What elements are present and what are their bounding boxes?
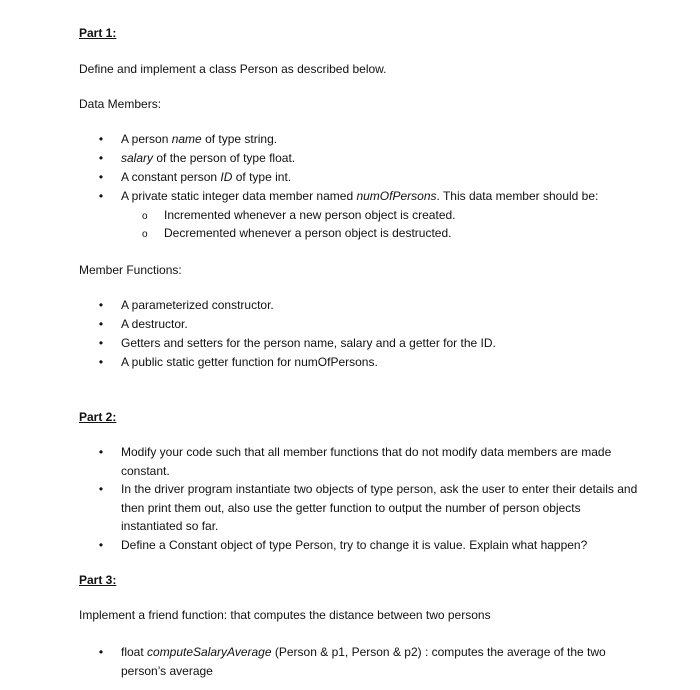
part1-heading: Part 1: xyxy=(79,26,117,40)
part2-item: In the driver program instantiate two objects of type person, ask the user to enter their details and then print them out, also use the getter function to output the number of person objects instantiated so far. xyxy=(121,482,638,533)
data-member-item: A constant person ID of type int. xyxy=(121,170,292,184)
part3-heading: Part 3: xyxy=(79,573,117,587)
bullet-icon: • xyxy=(98,336,104,350)
part2-item: Define a Constant object of type Person, try to change it is value. Explain what happen? xyxy=(121,538,588,552)
data-member-item: salary of the person of type float. xyxy=(121,151,296,165)
member-function-item: A destructor. xyxy=(121,317,188,331)
bullet-icon: • xyxy=(98,482,104,496)
part1-intro: Define and implement a class Person as described below. xyxy=(79,62,387,76)
sub-item: Decremented whenever a person object is destructed. xyxy=(164,226,452,240)
member-function-item: A parameterized constructor. xyxy=(121,298,274,312)
data-member-item: A person name of type string. xyxy=(121,132,278,146)
part2-item: Modify your code such that all member functions that do not modify data members are made constant. xyxy=(121,445,612,478)
bullet-icon: • xyxy=(98,317,104,331)
part3-intro: Implement a friend function: that computes the distance between two persons xyxy=(79,608,491,622)
data-members-label: Data Members: xyxy=(79,97,162,111)
bullet-icon: • xyxy=(98,151,104,165)
bullet-icon: • xyxy=(98,132,104,146)
part3-item: float computeSalaryAverage (Person & p1, Person & p2) : computes the average of the two person’s average xyxy=(121,645,606,678)
bullet-icon: • xyxy=(98,298,104,312)
bullet-icon: • xyxy=(98,445,104,459)
member-functions-label: Member Functions: xyxy=(79,263,182,277)
member-function-item: A public static getter function for numOfPersons. xyxy=(121,355,378,369)
circle-bullet-icon: o xyxy=(142,211,148,222)
data-member-item: A private static integer data member named numOfPersons. This data member should be: xyxy=(121,189,599,203)
circle-bullet-icon: o xyxy=(142,229,148,240)
bullet-icon: • xyxy=(98,538,104,552)
bullet-icon: • xyxy=(98,355,104,369)
bullet-icon: • xyxy=(98,189,104,203)
bullet-icon: • xyxy=(98,645,104,659)
member-function-item: Getters and setters for the person name, salary and a getter for the ID. xyxy=(121,336,496,350)
sub-item: Incremented whenever a new person object is created. xyxy=(164,208,456,222)
bullet-icon: • xyxy=(98,170,104,184)
part2-heading: Part 2: xyxy=(79,410,117,424)
